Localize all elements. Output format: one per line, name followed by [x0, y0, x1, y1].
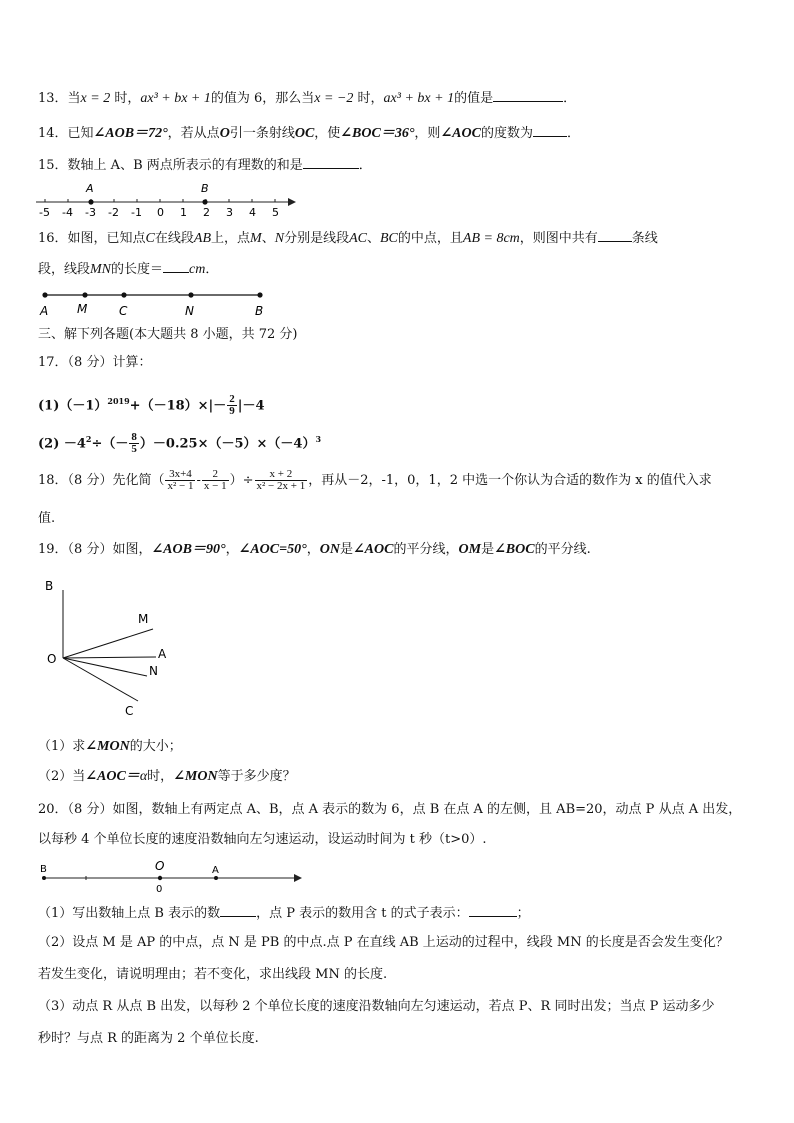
question-17-part1: $(1)(-1)^{2019}+(-18)\times|-$ $\frac{2}{9}$ |－4: [38, 393, 265, 418]
angle-figure-q19: [40, 572, 180, 722]
label-b: B: [40, 864, 47, 875]
point-m-dot: [82, 292, 87, 297]
question-20-sub2-line1: （2）设点 M 是 AP 的中点，点 N 是 PB 的中点.点 P 在直线 AB 上运动的过程中，线段 MN 的长度是否会发生变化？: [38, 935, 729, 950]
fraction-8-5: $\frac{8}{5}$: [131, 431, 137, 456]
tick-label: -3: [85, 206, 96, 219]
question-14: 14．已知∠AOB＝72°，若从点O引一条射线OC，使∠BOC＝36°，则∠AOC的度数为 ．: [38, 123, 580, 143]
tick-label: 1: [180, 206, 187, 219]
number-line-q15: [30, 178, 300, 220]
label-m: M: [138, 612, 149, 626]
number-line-q20: [36, 856, 306, 896]
point-a-dot: [88, 199, 93, 204]
question-20-line2: 以每秒 4 个单位长度的速度沿数轴向左匀速运动，设运动时间为 t 秒（t>0）.: [38, 832, 487, 847]
answer-blank: [163, 259, 189, 273]
fraction-2-9: $\frac{2}{9}$: [229, 393, 235, 418]
question-19: 19．（8 分）如图，∠AOB＝90°，∠AOC=50°，ON是∠AOC的平分线，OM是∠BOC的平分线.: [38, 542, 591, 557]
point-b-dot: [42, 876, 46, 880]
tick-label: 4: [249, 206, 256, 219]
label-o: O: [155, 859, 165, 873]
question-18-line2: 值.: [38, 511, 56, 526]
label-a: A: [212, 865, 219, 876]
question-18-line1: 18．（8 分）先化简（ $\frac{3x+4}{\text{x² − 1}}$ - $\frac{2}{x - 1}$ ）÷ $\frac{x + 2}{\text{x² − 2x + 1}}$ ，再从－2，-1，0，1，2 中选一个你认为合适的数作为 x 的值代入求: [38, 468, 712, 492]
question-20-sub3-line2: 秒时？与点 R 的距离为 2 个单位长度.: [38, 1031, 259, 1046]
point-a-dot: [42, 292, 47, 297]
label-b: B: [255, 304, 264, 318]
section-title: 三、解下列各题(本大题共 8 小题，共 72 分): [38, 327, 298, 342]
question-16-line1: 16．如图，已知点C在线段AB上，点M、N分别是线段AC、BC的中点，且AB = 8cm，则图中共有 条线: [38, 228, 658, 248]
label-n: N: [149, 664, 158, 678]
origin-dot: [158, 876, 162, 880]
point-a-label: A: [86, 182, 94, 195]
question-20-sub1: （1）写出数轴上点 B 表示的数 ，点 P 表示的数用含 t 的式子表示： ；: [38, 903, 530, 923]
point-a-dot: [214, 876, 218, 880]
answer-blank: [533, 123, 567, 137]
label-o: O: [47, 652, 57, 666]
point-c-dot: [121, 292, 126, 297]
question-19-sub2: （2）当∠AOC＝α时，∠MON等于多少度？: [38, 769, 296, 784]
tick-label: 2: [203, 206, 210, 219]
tick-label: -1: [131, 206, 142, 219]
label-n: N: [185, 304, 194, 318]
point-b-dot: [257, 292, 262, 297]
answer-blank: [220, 903, 256, 917]
question-17-part2: $(2) -4^2\div(-$ $\frac{8}{5}$ ）$-0.25\times(-5)\times(-4)^3$: [38, 431, 322, 456]
tick-label: -4: [62, 206, 73, 219]
question-16-line2: 段，线段MN的长度＝ cm．: [38, 259, 218, 279]
question-20-sub3-line1: （3）动点 R 从点 B 出发，以每秒 2 个单位长度的速度沿数轴向左匀速运动，若点 P、R 同时出发；当点 P 运动多少: [38, 999, 715, 1014]
question-20-line1: 20．（8 分）如图，数轴上有两定点 A、B，点 A 表示的数为 6，点 B 在点 A 的左侧，且 AB=20，动点 P 从点 A 出发，: [38, 802, 742, 817]
question-20-sub2-line2: 若发生变化，请说明理由；若不变化，求出线段 MN 的长度.: [38, 967, 388, 982]
fraction-3: $\frac{x + 2}{\text{x² − 2x + 1}}$: [256, 468, 306, 492]
answer-blank: [493, 88, 563, 102]
tick-label: 0: [157, 206, 164, 219]
question-17-title: 17．（8 分）计算：: [38, 355, 152, 370]
label-zero: 0: [156, 884, 163, 895]
tick-label: -5: [39, 206, 50, 219]
question-13: 13．当x = 2 时，ax³ + bx + 1的值为 6，那么当x = −2 时，ax³ + bx + 1的值是 ．: [38, 88, 576, 108]
fraction-1: $\frac{3x+4}{\text{x² − 1}}$: [167, 468, 194, 492]
answer-blank: [469, 903, 517, 917]
label-a: A: [40, 304, 49, 318]
answer-blank: [598, 228, 632, 242]
tick-label: 5: [272, 206, 279, 219]
point-b-label: B: [201, 182, 209, 195]
label-m: M: [77, 302, 88, 316]
question-15: 15．数轴上 A、B 两点所表示的有理数的和是 ．: [38, 155, 372, 175]
label-c: C: [125, 704, 134, 718]
label-a: A: [158, 647, 167, 661]
fraction-2: $\frac{2}{x - 1}$: [203, 468, 227, 492]
tick-label: -2: [108, 206, 119, 219]
point-n-dot: [188, 292, 193, 297]
segment-figure-q16: [36, 286, 276, 322]
tick-label: 3: [226, 206, 233, 219]
label-b: B: [45, 579, 54, 593]
question-19-sub1: （1）求∠MON的大小；: [38, 739, 182, 754]
label-c: C: [119, 304, 128, 318]
answer-blank: [303, 155, 359, 169]
point-b-dot: [202, 199, 207, 204]
